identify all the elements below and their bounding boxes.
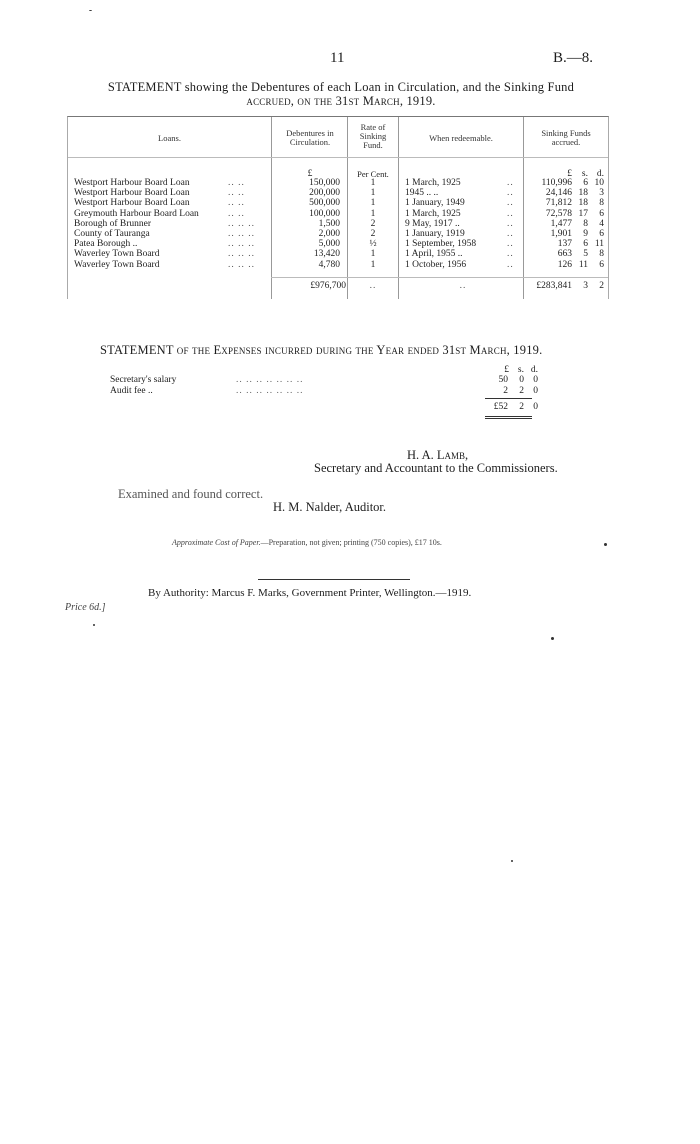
- exp-unit-shilling: s.: [517, 365, 524, 375]
- row-debentures: 500,000: [309, 198, 340, 209]
- row-redeemable: 1 January, 1919: [405, 229, 465, 239]
- row-loan-name: Waverley Town Board: [74, 259, 160, 270]
- expense-label: Secretary's salary: [110, 375, 177, 385]
- row-loan-name: Westport Harbour Board Loan: [74, 178, 190, 188]
- col-header-redeemable: When redeemable.: [429, 133, 493, 143]
- row-sinking-pence: 10: [594, 178, 604, 188]
- price: Price 6d.]: [65, 602, 106, 613]
- total-redeemable-dots: ..: [459, 281, 467, 291]
- statement-expenses-title: STATEMENT of the Expenses incurred during the Year ended 31st March, 1919.: [100, 343, 543, 357]
- row-sinking-pounds: 110,996: [541, 178, 572, 188]
- expense-shillings: 2: [519, 385, 524, 396]
- row-debentures: 4,780: [318, 259, 340, 270]
- row-sinking-shillings: 6: [583, 178, 588, 188]
- row-trail-dots: ..: [507, 259, 514, 270]
- row-sinking-pounds: 1,901: [550, 229, 572, 239]
- exp-total-pounds: £52: [493, 402, 508, 412]
- expense-pence: 0: [533, 375, 538, 385]
- row-sinking-shillings: 5: [583, 249, 588, 260]
- row-sinking-shillings: 11: [578, 259, 588, 270]
- row-loan-dots: .. .. ..: [228, 249, 255, 260]
- loans-table: [67, 116, 609, 299]
- page-number: 11: [330, 50, 345, 66]
- row-trail-dots: ..: [507, 218, 514, 229]
- row-redeemable: 1945 .. ..: [405, 188, 439, 199]
- row-loan-dots: .. ..: [228, 208, 245, 219]
- unit-pence: d.: [596, 169, 604, 179]
- total-debentures: £976,700: [310, 281, 346, 291]
- row-sinking-pounds: 71,812: [545, 198, 572, 209]
- row-loan-dots: .. ..: [228, 188, 245, 199]
- row-loan-name: Westport Harbour Board Loan: [74, 188, 190, 199]
- col-header-debentures: Debentures in Circulation.: [286, 128, 334, 147]
- exp-unit-pence: d.: [530, 365, 538, 375]
- row-loan-name: Waverley Town Board: [74, 249, 160, 260]
- signatory-title: Secretary and Accountant to the Commissioners.: [314, 461, 558, 475]
- expense-dots: .. .. .. .. .. .. ..: [236, 385, 304, 396]
- exp-total-pence: 0: [533, 402, 538, 412]
- unit-pound: £: [567, 169, 572, 179]
- expense-label: Audit fee ..: [110, 385, 153, 396]
- row-rate: 1: [370, 208, 376, 219]
- col-header-rate: Rate of Sinking Fund.: [359, 122, 387, 150]
- title-line-2: accrued, on the 31st March, 1919.: [246, 94, 436, 108]
- expense-dots: .. .. .. .. .. .. ..: [236, 375, 304, 385]
- row-loan-dots: .. .. ..: [228, 239, 255, 250]
- examined-note: Examined and found correct.: [118, 487, 264, 501]
- row-loan-name: County of Tauranga: [74, 229, 150, 239]
- unit-debentures: £: [307, 169, 313, 179]
- row-sinking-pounds: 1,477: [550, 218, 572, 229]
- row-trail-dots: ..: [507, 239, 514, 250]
- row-sinking-shillings: 9: [583, 229, 588, 239]
- authority-rule: [258, 579, 410, 580]
- row-sinking-pence: 11: [594, 239, 604, 250]
- row-loan-name: Westport Harbour Board Loan: [74, 198, 190, 209]
- row-sinking-pence: 6: [599, 208, 604, 219]
- exp-total-shillings: 2: [519, 402, 524, 412]
- row-rate: ½: [369, 239, 377, 250]
- row-sinking-shillings: 18: [578, 198, 588, 209]
- row-sinking-pence: 8: [599, 249, 604, 260]
- row-debentures: 1,500: [318, 218, 340, 229]
- row-rate: 1: [370, 188, 376, 199]
- row-sinking-pounds: 24,146: [545, 188, 572, 199]
- row-rate: 1: [370, 198, 376, 209]
- auditor: H. M. Nalder, Auditor.: [273, 500, 387, 514]
- row-sinking-pence: 6: [599, 259, 604, 270]
- row-loan-dots: .. ..: [228, 178, 245, 188]
- unit-rate: Per Cent.: [357, 169, 389, 179]
- col-header-loans: Loans.: [158, 133, 181, 143]
- row-debentures: 200,000: [309, 188, 340, 199]
- expense-shillings: 0: [519, 375, 524, 385]
- row-sinking-pounds: 663: [557, 249, 572, 260]
- total-pence: 2: [599, 281, 604, 291]
- col-header-sinking: Sinking Funds accrued.: [541, 128, 591, 147]
- expense-pounds: 50: [498, 375, 508, 385]
- row-sinking-pence: 8: [599, 198, 604, 209]
- row-debentures: 5,000: [318, 239, 340, 250]
- cost-note-text: —Preparation, not given; printing (750 copies), £17 10s.: [260, 538, 442, 547]
- row-sinking-shillings: 8: [583, 218, 588, 229]
- row-redeemable: 1 March, 1925: [405, 178, 461, 188]
- row-loan-name: Borough of Brunner: [74, 218, 152, 229]
- row-loan-dots: .. .. ..: [228, 229, 255, 239]
- expense-pence: 0: [533, 385, 538, 396]
- row-rate: 1: [370, 259, 376, 270]
- signatory-name: H. A. Lamb,: [407, 448, 469, 462]
- row-rate: 1: [370, 249, 376, 260]
- row-debentures: 150,000: [309, 178, 340, 188]
- total-sinking: £283,841: [536, 281, 572, 291]
- authority-line: By Authority: Marcus F. Marks, Government Printer, Wellington.—1919.: [148, 587, 472, 599]
- row-debentures: 100,000: [309, 208, 340, 219]
- cost-note-label: Approximate Cost of Paper.: [172, 538, 261, 547]
- row-sinking-pounds: 137: [557, 239, 572, 250]
- row-redeemable: 1 September, 1958: [405, 239, 477, 250]
- cost-note: [172, 538, 442, 547]
- document-reference: B.—8.: [553, 50, 594, 66]
- row-sinking-pence: 3: [599, 188, 604, 199]
- row-trail-dots: ..: [507, 208, 514, 219]
- exp-unit-pound: £: [504, 365, 509, 375]
- row-rate: 2: [370, 229, 376, 239]
- row-trail-dots: ..: [507, 198, 514, 209]
- title-line-1: STATEMENT showing the Debentures of each Loan in Circulation, and the Sinking Fund: [107, 80, 575, 94]
- row-sinking-pounds: 72,578: [545, 208, 572, 219]
- row-loan-name: Patea Borough ..: [74, 239, 138, 250]
- row-sinking-pence: 6: [599, 229, 604, 239]
- row-trail-dots: ..: [507, 229, 514, 239]
- row-trail-dots: ..: [507, 178, 514, 188]
- row-redeemable: 1 March, 1925: [405, 208, 461, 219]
- row-loan-dots: .. .. ..: [228, 259, 255, 270]
- row-redeemable: 9 May, 1917 ..: [405, 218, 460, 229]
- unit-shilling: s.: [581, 169, 588, 179]
- total-rate-dots: ..: [369, 281, 377, 291]
- expense-pounds: 2: [503, 385, 508, 396]
- row-loan-name: Greymouth Harbour Board Loan: [74, 208, 199, 219]
- row-trail-dots: ..: [507, 188, 514, 199]
- row-sinking-pounds: 126: [557, 259, 572, 270]
- row-debentures: 13,420: [313, 249, 340, 260]
- row-loan-dots: .. .. ..: [228, 218, 255, 229]
- row-sinking-shillings: 17: [578, 208, 588, 219]
- total-shillings: 3: [583, 281, 588, 291]
- row-trail-dots: ..: [507, 249, 514, 260]
- row-debentures: 2,000: [318, 229, 340, 239]
- statement-debentures-title: [66, 80, 616, 108]
- row-sinking-shillings: 6: [583, 239, 588, 250]
- row-redeemable: 1 October, 1956: [405, 259, 467, 270]
- row-sinking-pence: 4: [599, 218, 604, 229]
- row-redeemable: 1 April, 1955 ..: [405, 249, 463, 260]
- row-sinking-shillings: 18: [578, 188, 588, 199]
- row-rate: 2: [370, 218, 376, 229]
- row-redeemable: 1 January, 1949: [405, 198, 465, 209]
- row-loan-dots: .. ..: [228, 198, 245, 209]
- row-rate: 1: [370, 178, 376, 188]
